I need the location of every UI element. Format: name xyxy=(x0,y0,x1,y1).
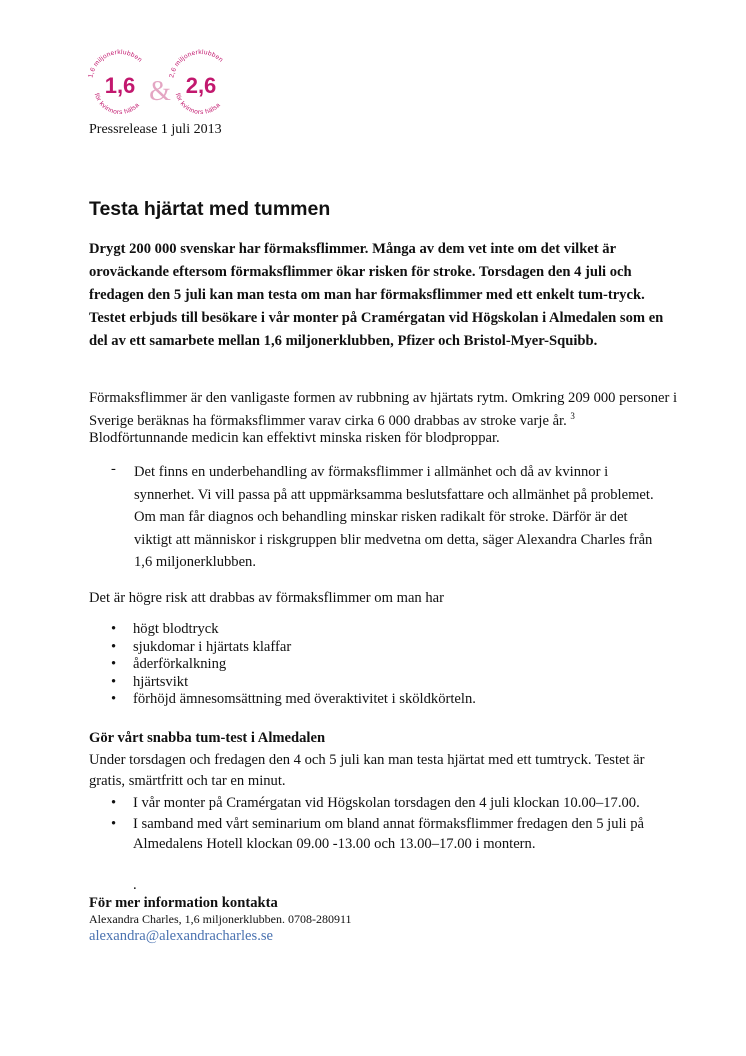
logo xyxy=(80,42,250,124)
release-date: Pressrelease 1 juli 2013 xyxy=(89,122,222,137)
list-item: • hjärtsvikt xyxy=(111,674,476,692)
intro-text-2: Blodförtunnande medicin kan effektivt minska risken för blodproppar. xyxy=(89,429,500,446)
list-item: • I vår monter på Cramérgatan vid Högskolan torsdagen den 4 juli klockan 10.00–17.00. xyxy=(111,793,653,813)
contact-heading: För mer information kontakta xyxy=(89,895,278,911)
logo-right-top-text: 2,6 miljonerklubben xyxy=(168,48,225,79)
contact-email-link[interactable]: alexandra@alexandracharles.se xyxy=(89,928,273,944)
logo-left-top-text: 1,6 miljonerklubben xyxy=(87,48,144,79)
stray-dot: . xyxy=(133,877,137,893)
logo-ampersand: & xyxy=(149,76,171,107)
page-title: Testa hjärtat med tummen xyxy=(89,198,331,220)
logo-left-bottom-text: för kvinnors hälsa xyxy=(92,92,141,117)
logo-right-number: 2,6 xyxy=(185,73,217,98)
contact-line: Alexandra Charles, 1,6 miljonerklubben. 0708-280911 xyxy=(89,912,352,926)
logo-right-bottom-text: för kvinnors hälsa xyxy=(173,92,222,117)
quote-dash: - xyxy=(111,461,116,477)
test-list xyxy=(111,793,653,854)
list-item: • åderförkalkning xyxy=(111,656,476,674)
list-item: • förhöjd ämnesomsättning med överaktivitet i sköldkörteln. xyxy=(111,691,476,709)
lead-paragraph: Drygt 200 000 svenskar har förmaksflimmer. Många av dem vet inte om det vilket är oroväckande eftersom förmaksflimmer ökar risken för stroke. Torsdagen den 4 juli och fredagen den 5 juli kan man testa om man har förmaksflimmer med ett enkelt tum-tryck. Testet erbjuds till besökare i vår monter på Cramérgatan vid Högskolan i Almedalen som en del av ett samarbete mellan 1,6 miljonerklubben, Pfizer och Bristol-Myer-Squibb. xyxy=(89,241,664,349)
test-intro: Under torsdagen och fredagen den 4 och 5 juli kan man testa hjärtat med ett tumtryck. Testet är gratis, smärtfritt och tar en minut. xyxy=(89,752,645,789)
logo-graphic xyxy=(80,42,250,124)
risk-intro: Det är högre risk att drabbas av förmaksflimmer om man har xyxy=(89,590,444,606)
list-item: • sjukdomar i hjärtats klaffar xyxy=(111,639,476,657)
test-heading: Gör vårt snabba tum-test i Almedalen xyxy=(89,730,326,746)
logo-left-number: 1,6 xyxy=(104,73,136,98)
risk-list xyxy=(111,621,476,709)
footnote-marker: 3 xyxy=(570,410,575,421)
list-item: • I samband med vårt seminarium om bland annat förmaksflimmer fredagen den 5 juli på Almedalens Hotell klockan 09.00 -13.00 och 13.00–17.00 i montern. xyxy=(111,814,653,854)
intro-text: Förmaksflimmer är den vanligaste formen av rubbning av hjärtats rytm. Omkring 209 000 personer i Sverige beräknas ha förmaksflimmer varav cirka 6 000 drabbas av stroke varje år. xyxy=(89,390,678,429)
quote-paragraph: Det finns en underbehandling av förmaksflimmer i allmänhet och då av kvinnor i synnerhet. Vi vill passa på att uppmärksamma beslutsfattare och allmänhet på problemet. Om man får diagnos och behandling minskar risken radikalt för stroke. Därför är det viktigt att människor i riskgruppen blir medvetna om detta, säger Alexandra Charles från 1,6 miljonerklubben. xyxy=(134,464,654,570)
list-item: • högt blodtryck xyxy=(111,621,476,639)
intro-paragraph xyxy=(89,390,679,447)
